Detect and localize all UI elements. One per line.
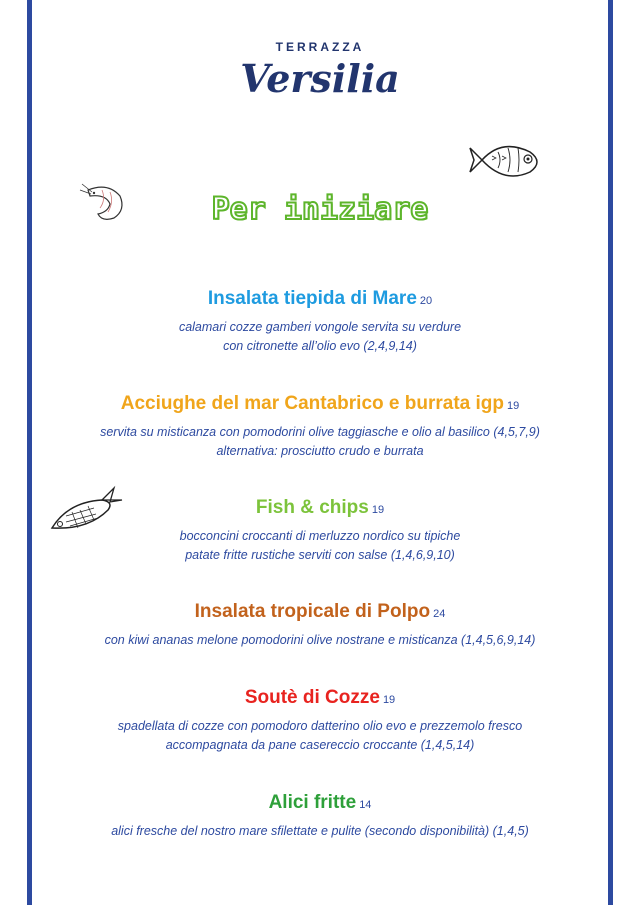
menu-item-title <box>40 687 600 709</box>
section-title-text: Per iniziare <box>204 188 437 231</box>
menu-item-name: Soutè di Cozze <box>244 687 380 708</box>
menu-item-name: Alici fritte <box>268 792 357 813</box>
description-line: patate fritte rustiche serviti con salse (1,4,6,9,10) <box>185 548 455 562</box>
menu-item-description <box>40 631 600 650</box>
menu-item <box>40 497 600 565</box>
description-line: calamari cozze gamberi vongole servita su verdure <box>178 320 462 334</box>
logo-main-text: Versilia <box>240 56 400 101</box>
menu-item <box>40 687 600 755</box>
menu-item-description <box>40 318 600 356</box>
menu-item-description <box>40 717 600 755</box>
menu-item <box>40 601 600 650</box>
menu-item-description <box>40 423 600 461</box>
description-line: con citronette all’olio evo (2,4,9,14) <box>223 339 417 353</box>
description-line: alici fresche del nostro mare sfilettate e pulite (secondo disponibilità) (1,4,5) <box>111 824 529 838</box>
menu-item-price: 24 <box>433 608 446 620</box>
restaurant-logo <box>0 40 640 101</box>
menu-item-price: 19 <box>507 400 520 412</box>
description-line: spadellata di cozze con pomodoro datterino olio evo e prezzemolo fresco <box>117 719 523 733</box>
menu-item-name: Insalata tropicale di Polpo <box>194 601 431 622</box>
menu-item <box>40 393 600 461</box>
section-title <box>0 192 640 227</box>
menu-item-price: 19 <box>371 504 385 516</box>
menu-item <box>40 288 600 356</box>
menu-item-price: 19 <box>382 694 396 706</box>
page-border-left <box>27 0 32 905</box>
description-line: alternativa: prosciutto crudo e burrata <box>216 444 424 458</box>
menu-item-price: 14 <box>359 799 372 811</box>
logo-top-text: TERRAZZA <box>275 40 365 54</box>
menu-item-price: 20 <box>419 295 433 307</box>
menu-item-description <box>40 822 600 841</box>
description-line: bocconcini croccanti di merluzzo nordico su tipiche <box>179 529 461 543</box>
description-line: accompagnata da pane casereccio croccante (1,4,5,14) <box>165 738 475 752</box>
menu-item-name: Fish & chips <box>255 497 369 518</box>
menu-item-title <box>40 393 600 415</box>
menu-item-title <box>40 792 600 814</box>
description-line: servita su misticanza con pomodorini olive taggiasche e olio al basilico (4,5,7,9) <box>100 425 540 439</box>
menu-item-name: Acciughe del mar Cantabrico e burrata igp <box>120 393 504 414</box>
menu-item <box>40 792 600 841</box>
menu-item-title <box>40 497 600 519</box>
description-line: con kiwi ananas melone pomodorini olive nostrane e misticanza (1,4,5,6,9,14) <box>104 633 536 647</box>
fish-icon <box>468 132 552 190</box>
menu-item-name: Insalata tiepida di Mare <box>207 288 417 309</box>
menu-item-title <box>40 601 600 623</box>
page-border-right <box>608 0 613 905</box>
menu-item-description <box>40 527 600 565</box>
menu-item-title <box>40 288 600 310</box>
